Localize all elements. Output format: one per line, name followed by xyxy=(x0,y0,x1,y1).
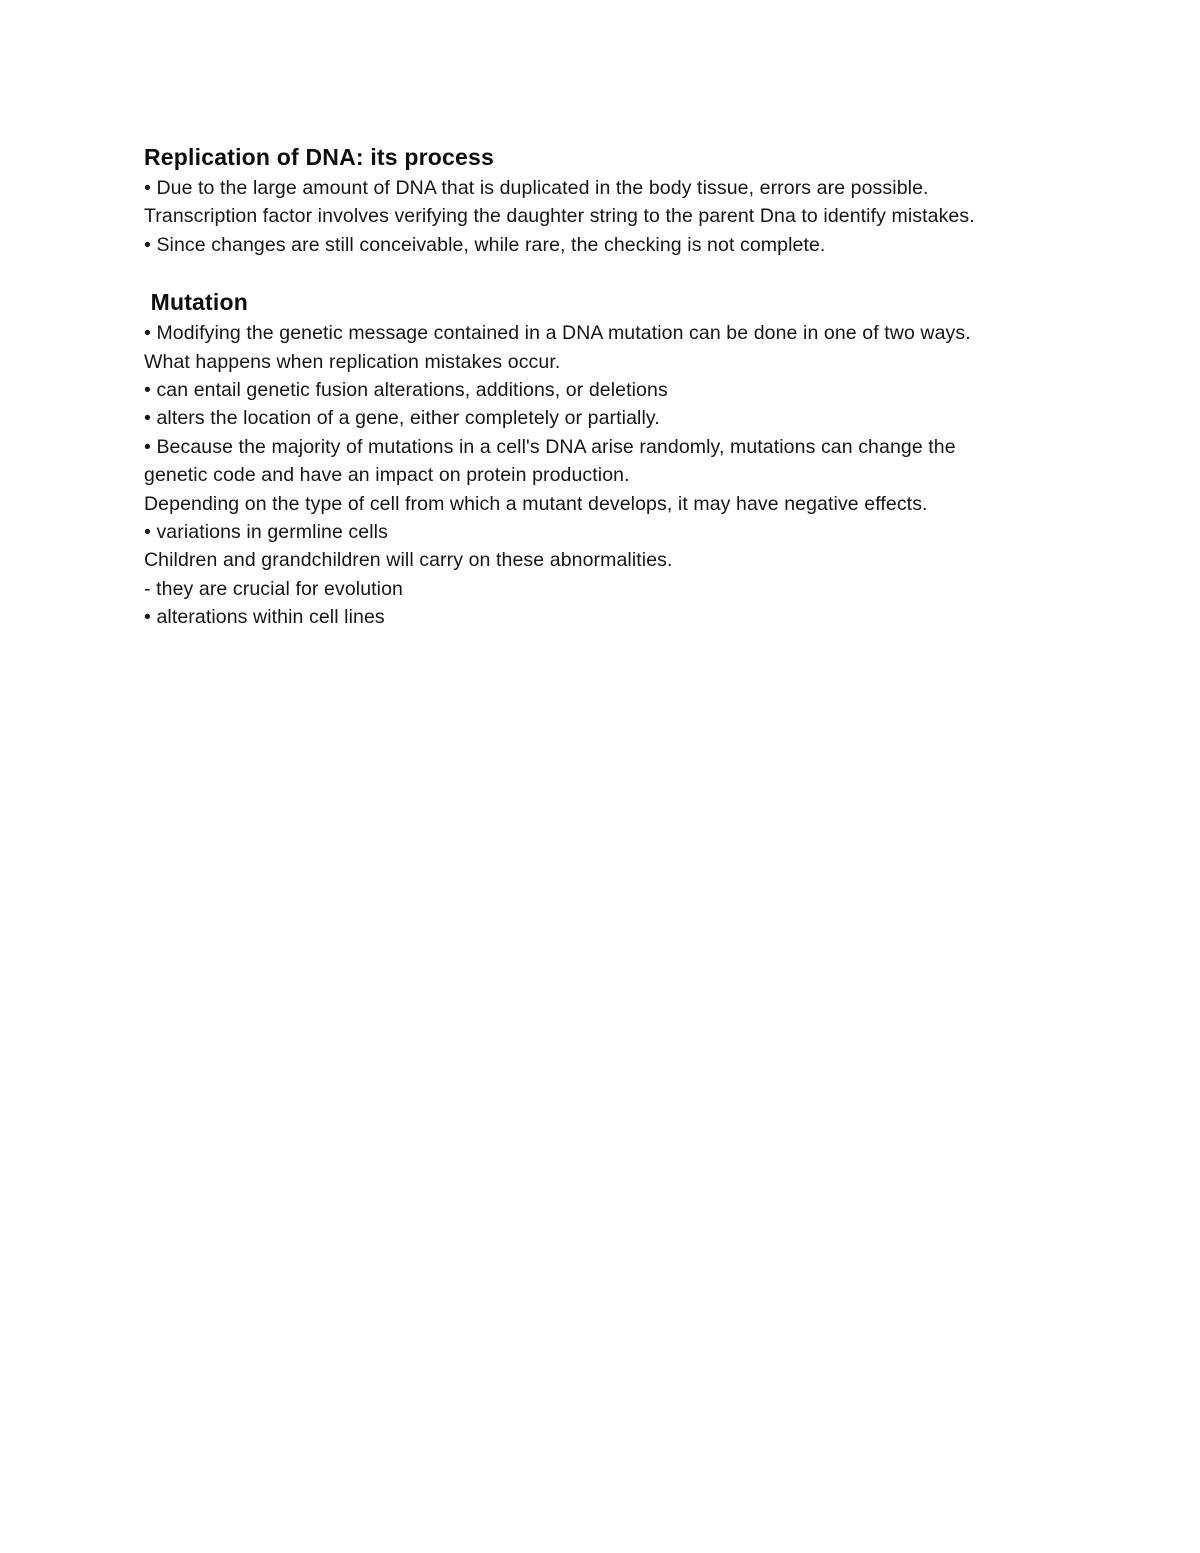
text-line: What happens when replication mistakes occur. xyxy=(144,350,561,373)
text-line: • can entail genetic fusion alterations, additions, or deletions xyxy=(144,379,668,402)
section-mutation xyxy=(144,286,1140,631)
text-line: • Because the majority of mutations in a cell's DNA arise randomly, mutations can change the xyxy=(144,435,956,458)
text-line: • variations in germline cells xyxy=(144,521,388,544)
text-line: Depending on the type of cell from which a mutant develops, it may have negative effects. xyxy=(144,492,928,515)
text-line: Children and grandchildren will carry on these abnormalities. xyxy=(144,549,673,572)
text-line: • Modifying the genetic message contained in a DNA mutation can be done in one of two ways. xyxy=(144,322,971,345)
section-heading-replication: Replication of DNA: its process xyxy=(144,144,494,170)
text-line: • Since changes are still conceivable, while rare, the checking is not complete. xyxy=(144,233,826,256)
text-line: Transcription factor involves verifying the daughter string to the parent Dna to identify mistakes. xyxy=(144,205,975,228)
text-line: genetic code and have an impact on protein production. xyxy=(144,464,630,487)
text-line: • alters the location of a gene, either completely or partially. xyxy=(144,407,660,430)
section-replication xyxy=(144,141,1140,259)
text-line: • Due to the large amount of DNA that is duplicated in the body tissue, errors are possible. xyxy=(144,177,929,199)
text-line: - they are crucial for evolution xyxy=(144,577,403,600)
text-line: • alterations within cell lines xyxy=(144,606,385,629)
section-heading-mutation: Mutation xyxy=(144,289,249,316)
